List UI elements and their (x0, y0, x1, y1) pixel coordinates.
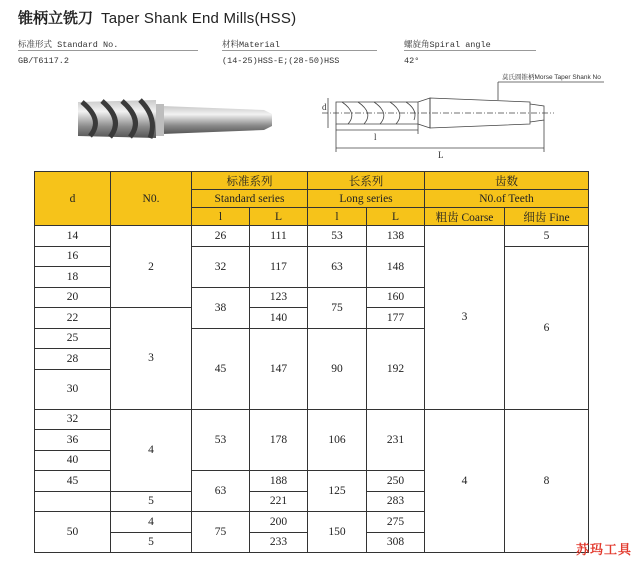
cell-d: 22 (35, 308, 111, 329)
page-title (18, 7, 296, 28)
header-long-L: L (367, 208, 425, 226)
header-fine: 细齿 Fine (505, 208, 589, 226)
cell-d: 20 (35, 287, 111, 308)
cell-long-L: 192 (367, 328, 425, 409)
header-teeth-en: N0.of Teeth (425, 190, 589, 208)
dim-d: d (322, 102, 327, 112)
cell-long-L: 148 (367, 246, 425, 287)
cell-long-L: 177 (367, 308, 425, 329)
title-cn: 锥柄立铣刀 (18, 10, 94, 27)
cell-std-L: 221 (250, 491, 308, 512)
cell-long-L: 231 (367, 409, 425, 471)
cell-fine: 5 (505, 226, 589, 247)
meta-divider (18, 50, 198, 51)
cell-long-L: 283 (367, 491, 425, 512)
cell-long-L: 138 (367, 226, 425, 247)
header-long-cn: 长系列 (308, 172, 425, 190)
header-standard-en: Standard series (192, 190, 308, 208)
header-std-l: l (192, 208, 250, 226)
standard-label: 标准形式 Standard No. (18, 40, 119, 50)
cell-fine: 6 (505, 246, 589, 409)
cell-d: 45 (35, 471, 111, 492)
cell-std-L: 200 (250, 512, 308, 533)
title-en: Taper Shank End Mills(HSS) (101, 10, 297, 27)
cell-long-l: 106 (308, 409, 367, 471)
header-teeth-cn: 齿数 (425, 172, 589, 190)
cell-std-L: 123 (250, 287, 308, 308)
cell-long-L: 160 (367, 287, 425, 308)
header-no: N0. (111, 172, 192, 226)
cell-no: 2 (111, 226, 192, 308)
cell-d: 18 (35, 267, 111, 288)
cell-d: 30 (35, 369, 111, 409)
cell-no: 5 (111, 532, 192, 553)
shank-label: 莫氏圆锥柄Morse Taper Shank No (502, 74, 601, 81)
cell-std-l: 63 (192, 471, 250, 512)
cell-std-l: 32 (192, 246, 250, 287)
cell-std-l: 26 (192, 226, 250, 247)
cell-d: 14 (35, 226, 111, 247)
header-standard-cn: 标准系列 (192, 172, 308, 190)
cell-std-L: 188 (250, 471, 308, 492)
cell-d: 50 (35, 512, 111, 553)
material-value: (14-25)HSS-E;(28-50)HSS (222, 56, 340, 66)
cell-d: 25 (35, 328, 111, 349)
cell-long-L: 250 (367, 471, 425, 492)
cell-long-l: 75 (308, 287, 367, 328)
end-mill-photo (74, 90, 279, 146)
cell-long-l: 125 (308, 471, 367, 512)
cell-d: 32 (35, 409, 111, 430)
cell-d: 36 (35, 430, 111, 451)
end-mill-drawing (318, 68, 618, 168)
cell-std-L: 117 (250, 246, 308, 287)
meta-divider (404, 50, 536, 51)
cell-std-L: 233 (250, 532, 308, 553)
cell-std-l: 38 (192, 287, 250, 328)
standard-value: GB/T6117.2 (18, 56, 70, 66)
cell-no: 3 (111, 308, 192, 410)
cell-no: 5 (111, 491, 192, 512)
cell-std-L: 111 (250, 226, 308, 247)
header-d: d (35, 172, 111, 226)
cell-long-L: 275 (367, 512, 425, 533)
cell-long-l: 53 (308, 226, 367, 247)
spec-table (34, 171, 589, 553)
cell-std-l: 53 (192, 409, 250, 471)
header-coarse: 粗齿 Coarse (425, 208, 505, 226)
spiral-value: 42° (404, 56, 420, 66)
cell-no: 4 (111, 512, 192, 533)
cell-coarse: 3 (425, 226, 505, 410)
cell-fine: 8 (505, 409, 589, 553)
meta-divider (222, 50, 377, 51)
header-long-en: Long series (308, 190, 425, 208)
cell-long-l: 90 (308, 328, 367, 409)
cell-std-l: 75 (192, 512, 250, 553)
cell-std-L: 140 (250, 308, 308, 329)
cell-d: 16 (35, 246, 111, 267)
cell-std-l: 45 (192, 328, 250, 409)
material-label: 材料Material (222, 40, 280, 50)
header-long-l: l (308, 208, 367, 226)
header-std-L: L (250, 208, 308, 226)
dim-l: l (374, 132, 377, 142)
cell-d-blank (35, 491, 111, 512)
brand-watermark: 苏玛工具 (575, 542, 632, 557)
spiral-label: 螺旋角Spiral angle (404, 40, 491, 50)
cell-std-L: 178 (250, 409, 308, 471)
cell-d: 28 (35, 349, 111, 370)
cell-long-L: 308 (367, 532, 425, 553)
cell-std-L: 147 (250, 328, 308, 409)
cell-coarse: 4 (425, 409, 505, 553)
cell-no: 4 (111, 409, 192, 491)
cell-long-l: 63 (308, 246, 367, 287)
dim-L: L (438, 150, 444, 160)
cell-long-l: 150 (308, 512, 367, 553)
cell-d: 40 (35, 450, 111, 471)
